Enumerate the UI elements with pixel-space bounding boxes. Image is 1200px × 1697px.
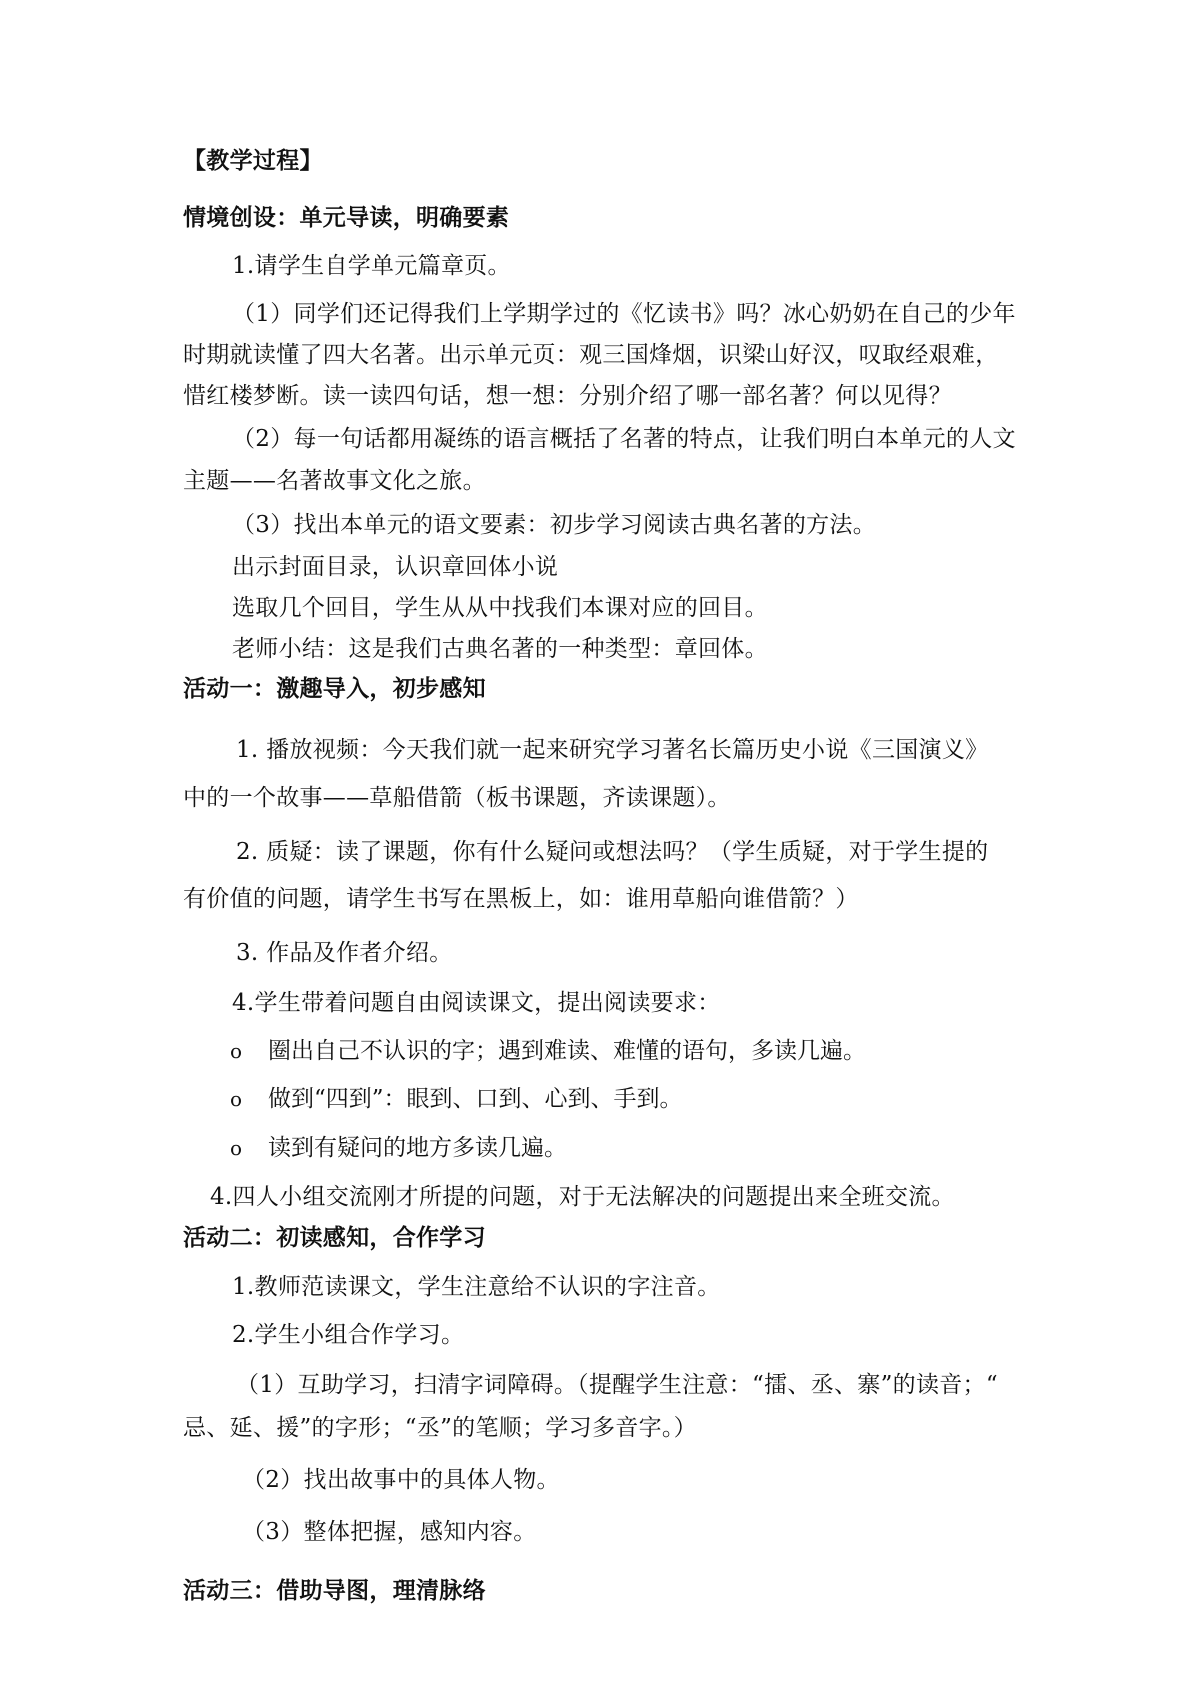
paragraph-line: （1）同学们还记得我们上学期学过的《忆读书》吗？冰心奶奶在自己的少年 — [232, 301, 1016, 327]
paragraph-line: 1.请学生自学单元篇章页。 — [232, 253, 511, 279]
paragraph-line: 老师小结：这是我们古典名著的一种类型：章回体。 — [232, 636, 768, 662]
section-title-intro: 情境创设：单元导读，明确要素 — [183, 205, 510, 231]
section-title-activity-3: 活动三：借助导图，理清脉络 — [183, 1578, 486, 1604]
paragraph-line: 时期就读懂了四大名著。出示单元页：观三国烽烟，识梁山好汉，叹取经艰难， — [183, 342, 999, 368]
paragraph-line: 中的一个故事——草船借箭（板书课题，齐读课题）。 — [183, 785, 731, 811]
paragraph-line: 2.学生小组合作学习。 — [232, 1322, 465, 1348]
bullet-marker: o — [230, 1087, 243, 1111]
list-item: 做到“四到”：眼到、口到、心到、手到。 — [268, 1086, 683, 1112]
paragraph-line: 有价值的问题，请学生书写在黑板上，如：谁用草船向谁借箭？） — [183, 886, 859, 912]
paragraph-line: 4.四人小组交流刚才所提的问题，对于无法解决的问题提出来全班交流。 — [210, 1184, 955, 1210]
paragraph-line: （3）找出本单元的语文要素：初步学习阅读古典名著的方法。 — [232, 512, 877, 538]
section-title-activity-2: 活动二：初读感知，合作学习 — [183, 1225, 486, 1251]
list-item: 圈出自己不认识的字；遇到难读、难懂的语句，多读几遍。 — [268, 1038, 866, 1064]
paragraph-line: 4.学生带着问题自由阅读课文，提出阅读要求： — [232, 990, 721, 1016]
document-heading: 【教学过程】 — [183, 148, 323, 174]
paragraph-line: 1.教师范读课文，学生注意给不认识的字注音。 — [232, 1274, 721, 1300]
paragraph-line: 忌、延、援”的字形；“丞”的笔顺；学习多音字。） — [183, 1415, 697, 1441]
section-title-activity-1: 活动一：激趣导入，初步感知 — [183, 676, 486, 702]
paragraph-line: 惜红楼梦断。读一读四句话，想一想：分别介绍了哪一部名著？何以见得？ — [183, 383, 952, 409]
paragraph-line: （3）整体把握，感知内容。 — [242, 1519, 537, 1545]
list-item: 读到有疑问的地方多读几遍。 — [268, 1135, 567, 1161]
paragraph-line: （2）找出故事中的具体人物。 — [242, 1467, 560, 1493]
paragraph-line: 2. 质疑：读了课题，你有什么疑问或想法吗？（学生质疑，对于学生提的 — [236, 839, 989, 865]
paragraph-line: 选取几个回目，学生从从中找我们本课对应的回目。 — [232, 595, 768, 621]
bullet-marker: o — [230, 1039, 243, 1063]
bullet-marker: o — [230, 1136, 243, 1160]
paragraph-line: 3. 作品及作者介绍。 — [236, 940, 453, 966]
paragraph-line: （2）每一句话都用凝练的语言概括了名著的特点，让我们明白本单元的人文 — [232, 426, 1016, 452]
paragraph-line: 主题——名著故事文化之旅。 — [183, 468, 486, 494]
paragraph-line: （1）互助学习，扫清字词障碍。（提醒学生注意：“擂、丞、寨”的读音；“ — [236, 1372, 998, 1398]
paragraph-line: 1. 播放视频：今天我们就一起来研究学习著名长篇历史小说《三国演义》 — [236, 737, 989, 763]
paragraph-line: 出示封面目录，认识章回体小说 — [232, 554, 559, 580]
